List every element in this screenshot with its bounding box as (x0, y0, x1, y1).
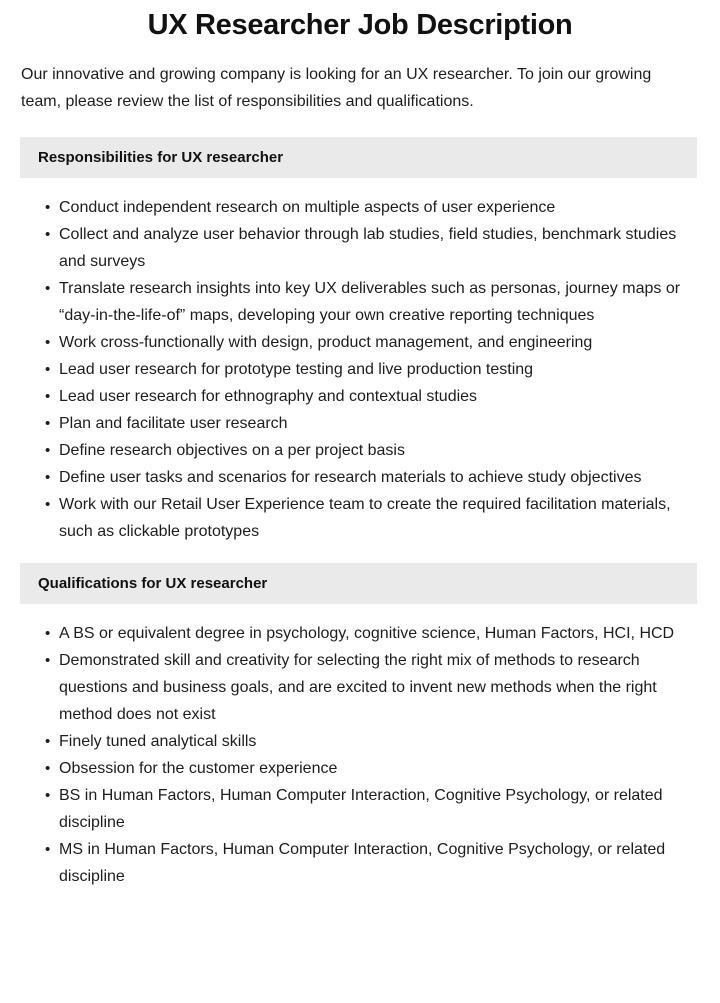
list-item: • Lead user research for prototype testing and live production testing (45, 356, 698, 383)
list-item: • MS in Human Factors, Human Computer Interaction, Cognitive Psychology, or related discipline (45, 836, 698, 890)
list-item: • Define research objectives on a per project basis (45, 437, 698, 464)
list-item: • Demonstrated skill and creativity for selecting the right mix of methods to research questions and business goals, and are excited to invent new methods when the right method does not exist (45, 647, 698, 728)
list-item: • Translate research insights into key UX deliverables such as personas, journey maps or “day-in-the-life-of” maps, developing your own creative reporting techniques (45, 275, 698, 329)
list-item: • Work cross-functionally with design, product management, and engineering (45, 329, 698, 356)
list-item: • A BS or equivalent degree in psychology, cognitive science, Human Factors, HCI, HCD (45, 620, 698, 647)
section-header-responsibilities: Responsibilities for UX researcher (20, 137, 697, 178)
list-item: • Conduct independent research on multiple aspects of user experience (45, 194, 698, 221)
section-responsibilities (0, 115, 720, 545)
page-title: UX Researcher Job Description (147, 9, 573, 41)
section-qualifications (0, 545, 720, 890)
intro-paragraph: Our innovative and growing company is looking for an UX researcher. To join our growing team, please review the list of responsibilities and qualifications. (21, 66, 652, 110)
section-header-qualifications: Qualifications for UX researcher (20, 563, 697, 604)
list-item: • BS in Human Factors, Human Computer Interaction, Cognitive Psychology, or related discipline (45, 782, 698, 836)
responsibilities-list (0, 178, 720, 545)
list-item: • Obsession for the customer experience (45, 755, 698, 782)
list-item: • Plan and facilitate user research (45, 410, 698, 437)
list-item: • Finely tuned analytical skills (45, 728, 698, 755)
list-item: • Define user tasks and scenarios for research materials to achieve study objectives (45, 464, 698, 491)
list-item: • Collect and analyze user behavior through lab studies, field studies, benchmark studies and surveys (45, 221, 698, 275)
qualifications-list (0, 604, 720, 890)
list-item: • Work with our Retail User Experience team to create the required facilitation materials, such as clickable prototypes (45, 491, 698, 545)
list-item: • Lead user research for ethnography and contextual studies (45, 383, 698, 410)
